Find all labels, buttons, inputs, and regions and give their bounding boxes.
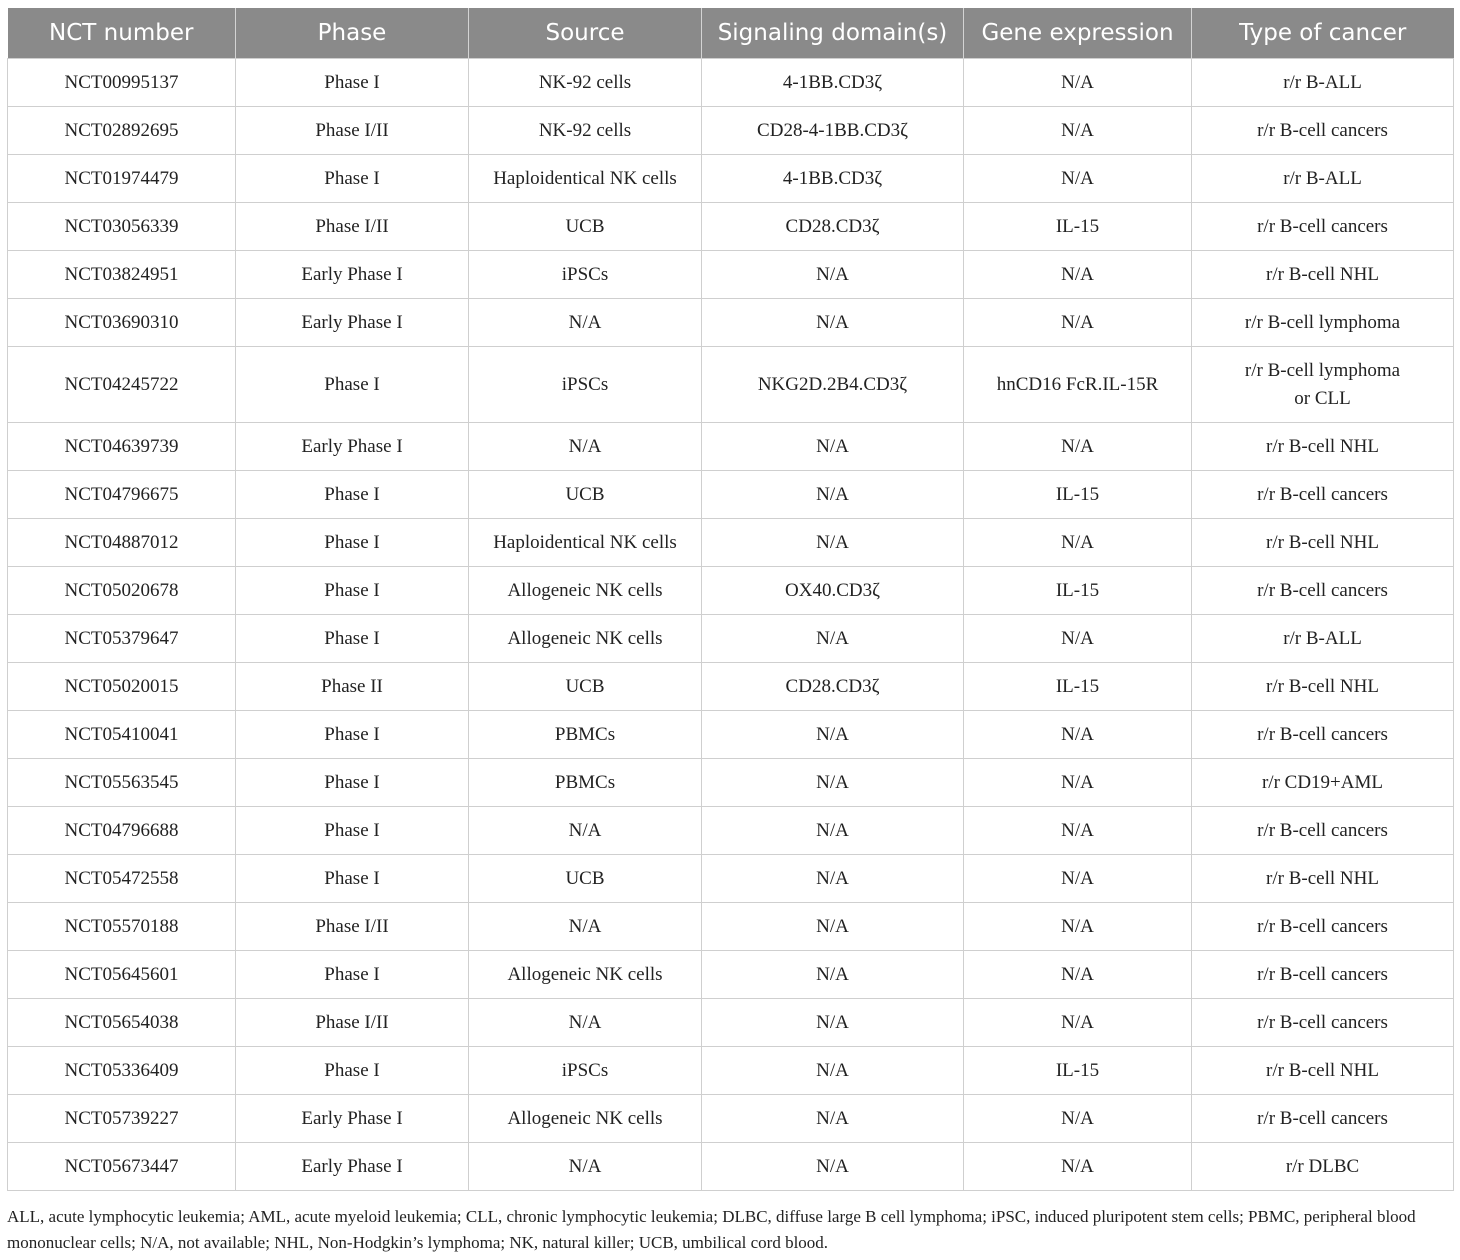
nct-number-cell: NCT05570188 xyxy=(8,903,236,951)
phase-cell: Phase I xyxy=(236,951,469,999)
header-source: Source xyxy=(469,8,702,59)
gene-expression-cell: N/A xyxy=(964,423,1192,471)
table-row xyxy=(8,59,1454,107)
source-cell: N/A xyxy=(469,999,702,1047)
nct-number-cell: NCT05336409 xyxy=(8,1047,236,1095)
table-row xyxy=(8,155,1454,203)
table-row xyxy=(8,567,1454,615)
cancer-type-cell: r/r B-cell cancers xyxy=(1192,567,1454,615)
header-signaling-domains: Signaling domain(s) xyxy=(702,8,964,59)
phase-cell: Phase I xyxy=(236,519,469,567)
gene-expression-cell: N/A xyxy=(964,615,1192,663)
table-row xyxy=(8,999,1454,1047)
table-row xyxy=(8,347,1454,423)
signaling-domain-cell: N/A xyxy=(702,903,964,951)
gene-expression-cell: N/A xyxy=(964,155,1192,203)
cancer-type-cell: r/r B-ALL xyxy=(1192,59,1454,107)
cancer-type-cell: r/r B-cell cancers xyxy=(1192,807,1454,855)
gene-expression-cell: hnCD16 FcR.IL-15R xyxy=(964,347,1192,423)
cancer-type-cell: r/r B-cell cancers xyxy=(1192,951,1454,999)
cancer-type-cell: r/r B-cell cancers xyxy=(1192,471,1454,519)
phase-cell: Phase I xyxy=(236,711,469,759)
phase-cell: Phase I xyxy=(236,807,469,855)
gene-expression-cell: N/A xyxy=(964,1143,1192,1191)
source-cell: NK-92 cells xyxy=(469,107,702,155)
signaling-domain-cell: OX40.CD3ζ xyxy=(702,567,964,615)
signaling-domain-cell: N/A xyxy=(702,519,964,567)
table-row xyxy=(8,1047,1454,1095)
phase-cell: Phase I xyxy=(236,1047,469,1095)
nct-number-cell: NCT04639739 xyxy=(8,423,236,471)
phase-cell: Phase I/II xyxy=(236,999,469,1047)
cancer-type-cell: r/r B-cell cancers xyxy=(1192,903,1454,951)
nct-number-cell: NCT05020678 xyxy=(8,567,236,615)
signaling-domain-cell: N/A xyxy=(702,1047,964,1095)
cancer-type-line: or CLL xyxy=(1294,387,1351,409)
cancer-type-cell: r/r DLBC xyxy=(1192,1143,1454,1191)
gene-expression-cell: N/A xyxy=(964,1095,1192,1143)
phase-cell: Phase I/II xyxy=(236,903,469,951)
table-row xyxy=(8,807,1454,855)
nct-number-cell: NCT04887012 xyxy=(8,519,236,567)
phase-cell: Early Phase I xyxy=(236,1095,469,1143)
cancer-type-cell xyxy=(1192,347,1454,423)
gene-expression-cell: N/A xyxy=(964,759,1192,807)
cancer-type-cell: r/r B-cell NHL xyxy=(1192,423,1454,471)
source-cell: iPSCs xyxy=(469,347,702,423)
cancer-type-cell: r/r B-cell cancers xyxy=(1192,203,1454,251)
table-row xyxy=(8,423,1454,471)
signaling-domain-cell: CD28.CD3ζ xyxy=(702,663,964,711)
trials-table-container xyxy=(7,8,1453,1191)
signaling-domain-cell: NKG2D.2B4.CD3ζ xyxy=(702,347,964,423)
gene-expression-cell: N/A xyxy=(964,59,1192,107)
cancer-type-cell: r/r B-cell lymphoma xyxy=(1192,299,1454,347)
cancer-type-cell: r/r B-cell cancers xyxy=(1192,999,1454,1047)
gene-expression-cell: N/A xyxy=(964,951,1192,999)
source-cell: N/A xyxy=(469,903,702,951)
phase-cell: Phase I xyxy=(236,347,469,423)
cancer-type-cell: r/r B-cell cancers xyxy=(1192,711,1454,759)
signaling-domain-cell: N/A xyxy=(702,711,964,759)
source-cell: N/A xyxy=(469,423,702,471)
phase-cell: Phase I xyxy=(236,615,469,663)
gene-expression-cell: N/A xyxy=(964,299,1192,347)
cancer-type-cell: r/r B-cell NHL xyxy=(1192,1047,1454,1095)
phase-cell: Phase I xyxy=(236,567,469,615)
nct-number-cell: NCT04796688 xyxy=(8,807,236,855)
nct-number-cell: NCT05472558 xyxy=(8,855,236,903)
signaling-domain-cell: N/A xyxy=(702,999,964,1047)
header-phase: Phase xyxy=(236,8,469,59)
signaling-domain-cell: CD28-4-1BB.CD3ζ xyxy=(702,107,964,155)
nct-number-cell: NCT05563545 xyxy=(8,759,236,807)
source-cell: iPSCs xyxy=(469,1047,702,1095)
phase-cell: Early Phase I xyxy=(236,1143,469,1191)
cancer-type-cell: r/r B-cell cancers xyxy=(1192,1095,1454,1143)
table-body xyxy=(8,59,1454,1191)
table-row xyxy=(8,951,1454,999)
signaling-domain-cell: N/A xyxy=(702,471,964,519)
source-cell: Allogeneic NK cells xyxy=(469,1095,702,1143)
cancer-type-cell: r/r B-ALL xyxy=(1192,615,1454,663)
cancer-type-line: r/r B-cell lymphoma xyxy=(1244,359,1401,381)
table-row xyxy=(8,663,1454,711)
trials-table xyxy=(7,8,1454,1191)
table-row xyxy=(8,615,1454,663)
nct-number-cell: NCT05020015 xyxy=(8,663,236,711)
source-cell: Haploidentical NK cells xyxy=(469,519,702,567)
gene-expression-cell: N/A xyxy=(964,903,1192,951)
nct-number-cell: NCT05654038 xyxy=(8,999,236,1047)
phase-cell: Early Phase I xyxy=(236,299,469,347)
signaling-domain-cell: CD28.CD3ζ xyxy=(702,203,964,251)
phase-cell: Phase I xyxy=(236,155,469,203)
table-row xyxy=(8,1095,1454,1143)
gene-expression-cell: IL-15 xyxy=(964,663,1192,711)
source-cell: iPSCs xyxy=(469,251,702,299)
source-cell: PBMCs xyxy=(469,711,702,759)
gene-expression-cell: N/A xyxy=(964,107,1192,155)
phase-cell: Phase I/II xyxy=(236,107,469,155)
gene-expression-cell: IL-15 xyxy=(964,203,1192,251)
gene-expression-cell: N/A xyxy=(964,855,1192,903)
source-cell: UCB xyxy=(469,203,702,251)
nct-number-cell: NCT05673447 xyxy=(8,1143,236,1191)
gene-expression-cell: IL-15 xyxy=(964,1047,1192,1095)
nct-number-cell: NCT03824951 xyxy=(8,251,236,299)
gene-expression-cell: N/A xyxy=(964,251,1192,299)
phase-cell: Phase I xyxy=(236,855,469,903)
table-row xyxy=(8,711,1454,759)
nct-number-cell: NCT04245722 xyxy=(8,347,236,423)
phase-cell: Early Phase I xyxy=(236,423,469,471)
phase-cell: Phase II xyxy=(236,663,469,711)
cancer-type-cell: r/r B-cell NHL xyxy=(1192,663,1454,711)
source-cell: NK-92 cells xyxy=(469,59,702,107)
nct-number-cell: NCT01974479 xyxy=(8,155,236,203)
signaling-domain-cell: N/A xyxy=(702,807,964,855)
table-row xyxy=(8,903,1454,951)
header-type-of-cancer: Type of cancer xyxy=(1192,8,1454,59)
gene-expression-cell: IL-15 xyxy=(964,567,1192,615)
signaling-domain-cell: N/A xyxy=(702,1143,964,1191)
nct-number-cell: NCT00995137 xyxy=(8,59,236,107)
cancer-type-cell: r/r B-cell NHL xyxy=(1192,855,1454,903)
source-cell: Haploidentical NK cells xyxy=(469,155,702,203)
table-row xyxy=(8,1143,1454,1191)
nct-number-cell: NCT02892695 xyxy=(8,107,236,155)
table-row xyxy=(8,107,1454,155)
cancer-type-cell: r/r B-cell NHL xyxy=(1192,251,1454,299)
table-row xyxy=(8,519,1454,567)
signaling-domain-cell: N/A xyxy=(702,423,964,471)
source-cell: UCB xyxy=(469,471,702,519)
source-cell: UCB xyxy=(469,663,702,711)
table-row xyxy=(8,759,1454,807)
phase-cell: Phase I/II xyxy=(236,203,469,251)
table-row xyxy=(8,203,1454,251)
source-cell: N/A xyxy=(469,807,702,855)
header-nct-number: NCT number xyxy=(8,8,236,59)
cancer-type-cell: r/r B-ALL xyxy=(1192,155,1454,203)
signaling-domain-cell: N/A xyxy=(702,1095,964,1143)
gene-expression-cell: N/A xyxy=(964,519,1192,567)
gene-expression-cell: N/A xyxy=(964,711,1192,759)
source-cell: PBMCs xyxy=(469,759,702,807)
signaling-domain-cell: 4-1BB.CD3ζ xyxy=(702,59,964,107)
table-row xyxy=(8,471,1454,519)
table-row xyxy=(8,251,1454,299)
source-cell: N/A xyxy=(469,1143,702,1191)
cancer-type-cell: r/r B-cell cancers xyxy=(1192,107,1454,155)
source-cell: Allogeneic NK cells xyxy=(469,615,702,663)
gene-expression-cell: N/A xyxy=(964,999,1192,1047)
signaling-domain-cell: N/A xyxy=(702,855,964,903)
header-gene-expression: Gene expression xyxy=(964,8,1192,59)
nct-number-cell: NCT04796675 xyxy=(8,471,236,519)
nct-number-cell: NCT03690310 xyxy=(8,299,236,347)
table-row xyxy=(8,855,1454,903)
signaling-domain-cell: N/A xyxy=(702,615,964,663)
nct-number-cell: NCT05739227 xyxy=(8,1095,236,1143)
phase-cell: Phase I xyxy=(236,759,469,807)
phase-cell: Phase I xyxy=(236,59,469,107)
gene-expression-cell: IL-15 xyxy=(964,471,1192,519)
table-footnote: ALL, acute lymphocytic leukemia; AML, acute myeloid leukemia; CLL, chronic lymphocytic leukemia; DLBC, diffuse large B cell lymphoma; iPSC, induced pluripotent stem cells; PBMC, peripheral blood mononuclear cells; N/A, not available; NHL, Non-Hodgkin’s lymphoma; NK, natural killer; UCB, umbilical cord blood. xyxy=(7,1207,1416,1252)
source-cell: Allogeneic NK cells xyxy=(469,567,702,615)
source-cell: N/A xyxy=(469,299,702,347)
cancer-type-cell: r/r CD19+AML xyxy=(1192,759,1454,807)
phase-cell: Phase I xyxy=(236,471,469,519)
source-cell: UCB xyxy=(469,855,702,903)
table-row xyxy=(8,299,1454,347)
gene-expression-cell: N/A xyxy=(964,807,1192,855)
header-row xyxy=(8,8,1454,59)
signaling-domain-cell: N/A xyxy=(702,951,964,999)
cancer-type-cell: r/r B-cell NHL xyxy=(1192,519,1454,567)
signaling-domain-cell: N/A xyxy=(702,759,964,807)
phase-cell: Early Phase I xyxy=(236,251,469,299)
nct-number-cell: NCT05410041 xyxy=(8,711,236,759)
source-cell: Allogeneic NK cells xyxy=(469,951,702,999)
nct-number-cell: NCT05379647 xyxy=(8,615,236,663)
nct-number-cell: NCT05645601 xyxy=(8,951,236,999)
signaling-domain-cell: 4-1BB.CD3ζ xyxy=(702,155,964,203)
signaling-domain-cell: N/A xyxy=(702,299,964,347)
nct-number-cell: NCT03056339 xyxy=(8,203,236,251)
signaling-domain-cell: N/A xyxy=(702,251,964,299)
